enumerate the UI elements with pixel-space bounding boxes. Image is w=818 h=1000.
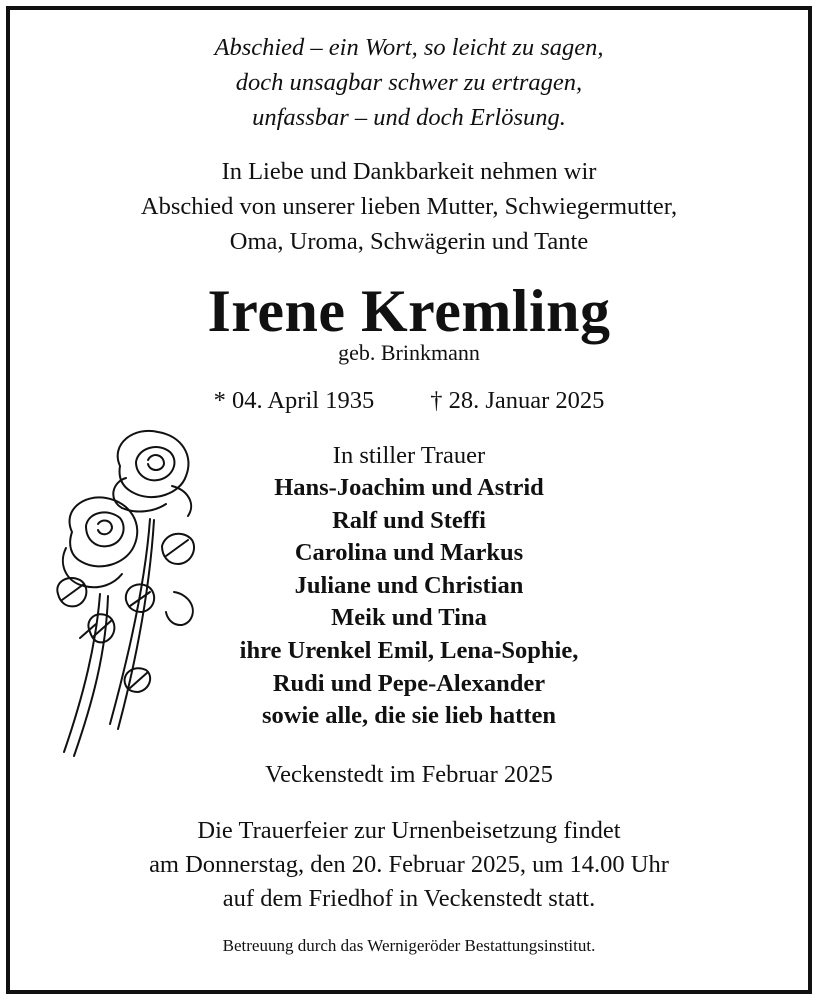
birth-name: geb. Brinkmann	[338, 340, 480, 365]
mourner-line: Meik und Tina	[331, 604, 487, 632]
service-info	[0, 814, 818, 916]
poem-line: doch unsagbar schwer zu ertragen,	[235, 69, 583, 96]
mourner-line: Rudi und Pepe-Alexander	[272, 669, 546, 697]
intro-line: In Liebe und Dankbarkeit nehmen wir	[221, 158, 597, 185]
service-line: Die Trauerfeier zur Urnenbeisetzung findet	[197, 817, 621, 844]
poem	[0, 30, 818, 135]
mourner-line: Juliane und Christian	[294, 571, 524, 599]
intro-line: Oma, Uroma, Schwägerin und Tante	[229, 228, 589, 255]
death-date: † 28. Januar 2025	[430, 387, 605, 414]
undertaker-note: Betreuung durch das Wernigeröder Bestattungsinstitut.	[222, 936, 596, 955]
intro-text	[0, 154, 818, 259]
mourners-list	[0, 472, 818, 733]
mourner-line: ihre Urenkel Emil, Lena-Sophie,	[239, 636, 579, 664]
place-date: Veckenstedt im Februar 2025	[265, 761, 553, 788]
mourner-line: sowie alle, die sie lieb hatten	[262, 702, 556, 730]
mourner-line: Hans-Joachim und Astrid	[274, 474, 544, 501]
poem-line: unfassbar – und doch Erlösung.	[252, 104, 566, 131]
service-line: auf dem Friedhof in Veckenstedt statt.	[222, 885, 596, 912]
mourner-line: Ralf und Steffi	[332, 506, 486, 534]
mourner-line: Carolina und Markus	[294, 539, 524, 567]
intro-line: Abschied von unserer lieben Mutter, Schwiegermutter,	[140, 193, 678, 220]
poem-line: Abschied – ein Wort, so leicht zu sagen,	[214, 34, 604, 61]
deceased-name: Irene Kremling	[207, 278, 611, 344]
service-line: am Donnerstag, den 20. Februar 2025, um 14.00 Uhr	[149, 851, 669, 878]
mourning-lead: In stiller Trauer	[332, 442, 486, 469]
birth-date: * 04. April 1935	[213, 387, 375, 414]
life-dates	[0, 384, 818, 418]
